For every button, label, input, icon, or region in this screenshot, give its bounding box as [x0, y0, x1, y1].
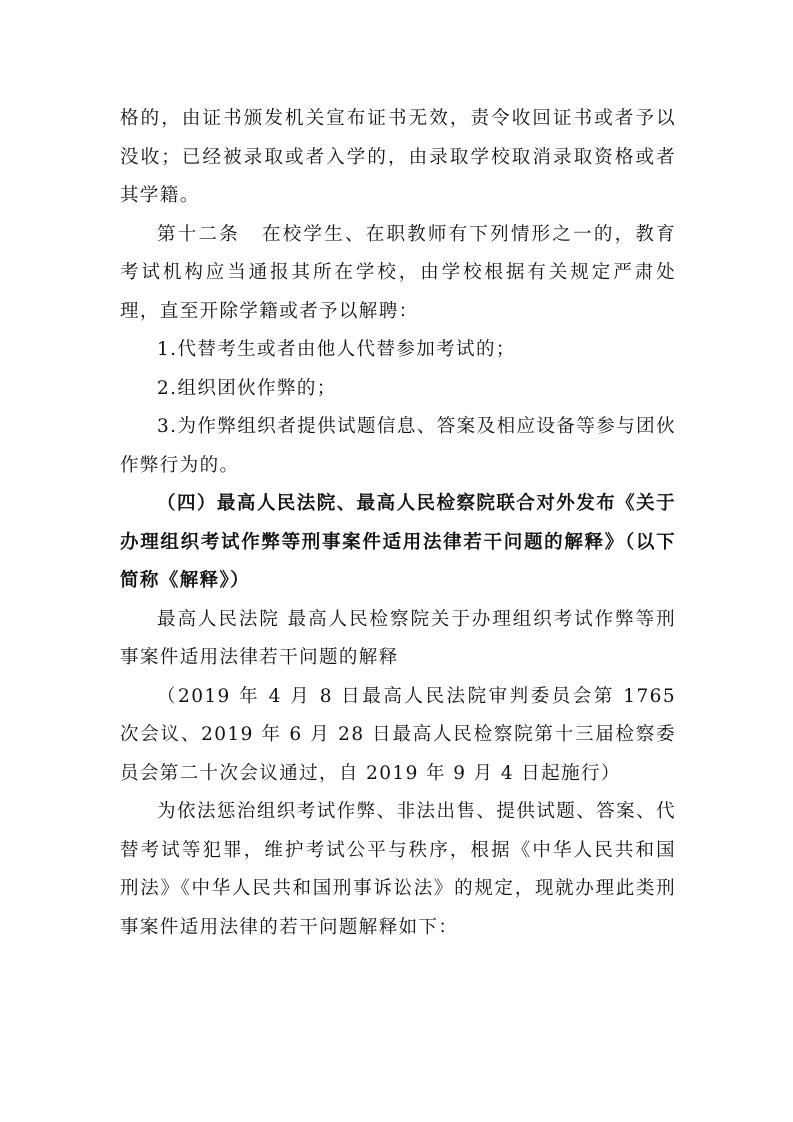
- paragraph-continuation: 格的，由证书颁发机关宣布证书无效，责令收回证书或者予以没收；已经被录取或者入学的，由录取学校取消录取资格或者其学籍。: [120, 108, 676, 206]
- article-number: 第十二条: [157, 223, 240, 245]
- list-item-2: 2.组织团伙作弊的；: [157, 377, 337, 399]
- preamble-paragraph: 为依法惩治组织考试作弊、非法出售、提供试题、答案、代替考试等犯罪，维护考试公平与秩序，根据《中华人民共和国刑法》《中华人民共和国刑事诉讼法》的规定，现就办理此类刑事案件适用法律的若干问题解释如下：: [120, 801, 676, 938]
- document-title: 最高人民法院 最高人民检察院关于办理组织考试作弊等刑事案件适用法律若干问题的解释: [120, 608, 676, 668]
- document-page: [120, 100, 676, 947]
- list-item-1: 1.代替考生或者由他人代替参加考试的；: [157, 339, 516, 360]
- adoption-note: （2019 年 4 月 8 日最高人民法院审判委员会第 1765 次会议、2019 年 6 月 28 日最高人民检察院第十三届检察委员会第二十次会议通过，自 2019 年 9 月 4 日起施行）: [120, 685, 676, 784]
- list-item-3: 3.为作弊组织者提供试题信息、答案及相应设备等参与团伙作弊行为的。: [120, 416, 676, 476]
- article-text: 在校学生、在职教师有下列情形之一的，教育考试机构应当通报其所在学校，由学校根据有关规定严肃处理，直至开除学籍或者予以解聘：: [120, 223, 676, 322]
- section-heading: （四）最高人民法院、最高人民检察院联合对外发布《关于办理组织考试作弊等刑事案件适用法律若干问题的解释》（以下简称《解释》）: [120, 493, 676, 591]
- article-12: [120, 216, 676, 332]
